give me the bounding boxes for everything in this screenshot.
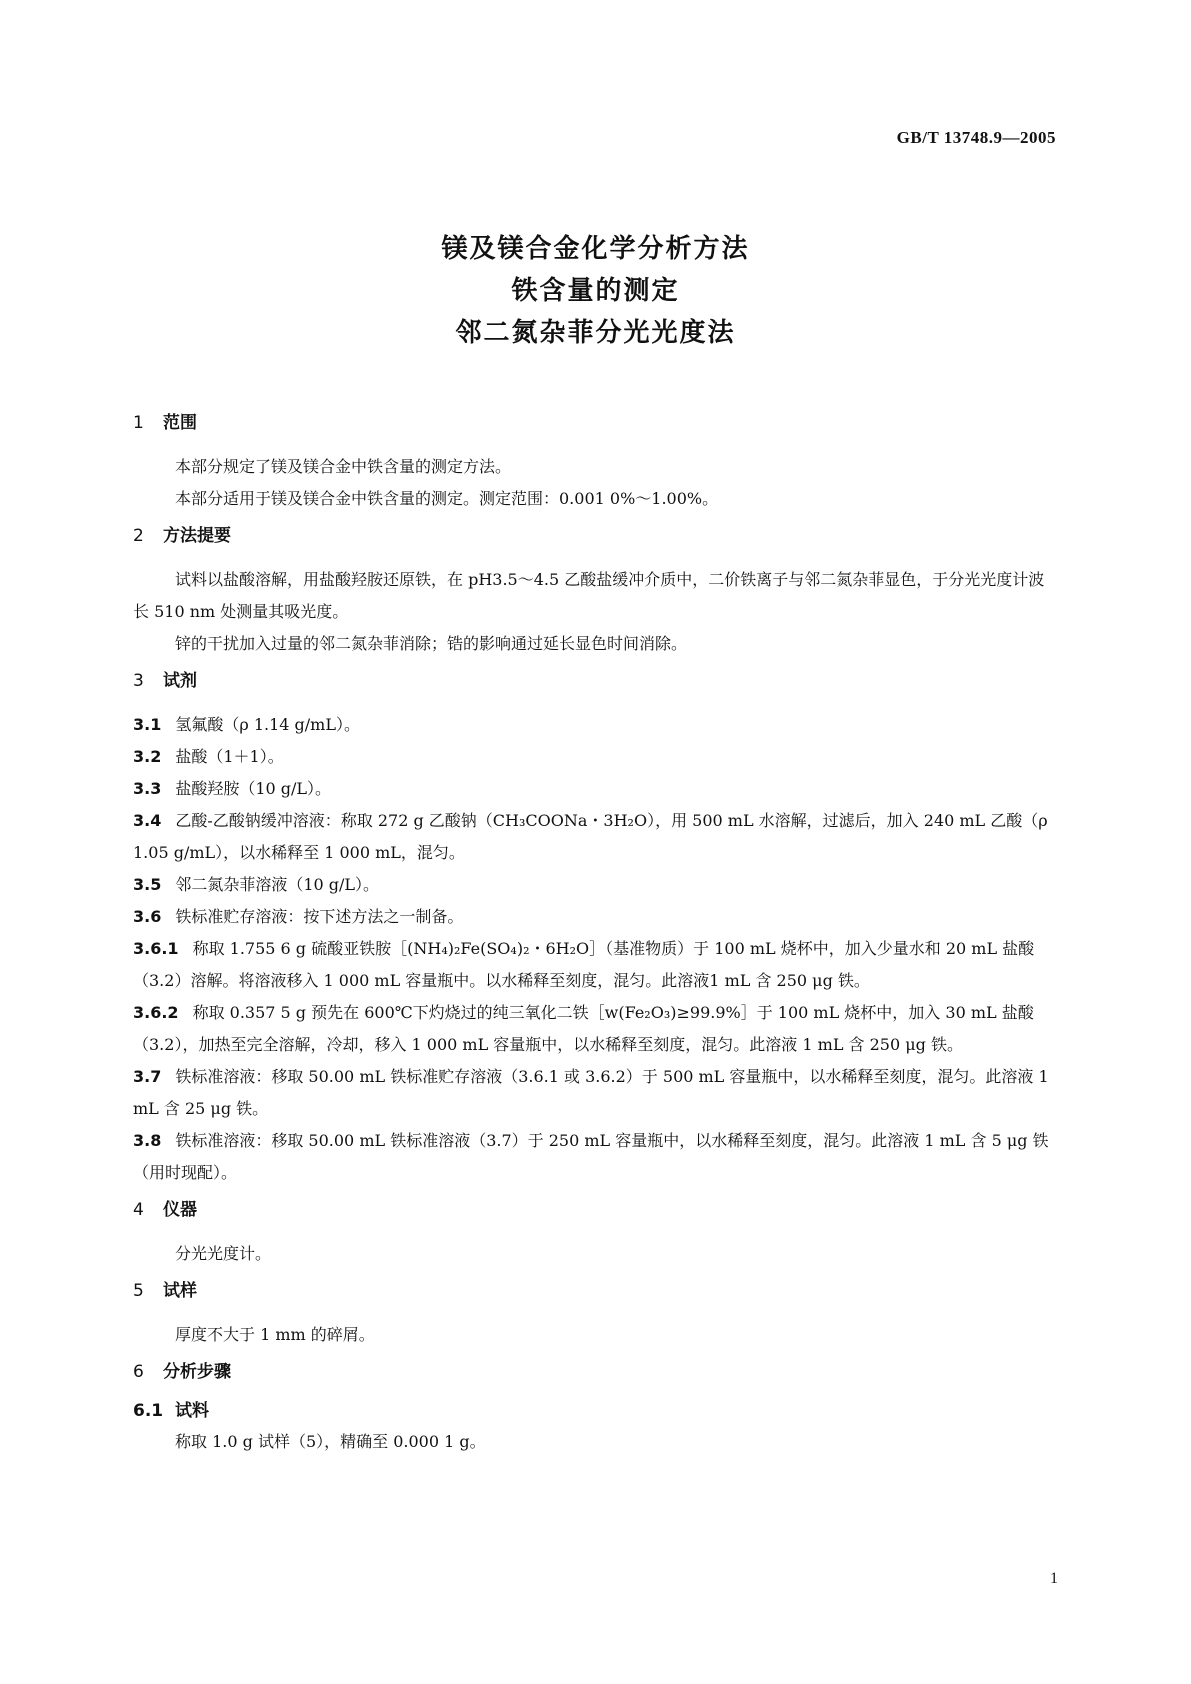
section-title: 仪器 bbox=[163, 1200, 197, 1220]
clause-text: 铁标准贮存溶液：按下述方法之一制备。 bbox=[175, 907, 464, 926]
clause-number: 3.5 bbox=[133, 875, 162, 894]
paragraph: 锌的干扰加入过量的邻二氮杂菲消除；锆的影响通过延长显色时间消除。 bbox=[175, 634, 688, 653]
clause-item bbox=[133, 933, 1059, 997]
subsection-title: 试料 bbox=[175, 1401, 209, 1421]
clause-text: 称取 0.357 5 g 预先在 600℃下灼烧过的纯三氧化二铁［w(Fe₂O₃)≥99.9%］于 100 mL 烧杯中，加入 30 mL 盐酸（3.2），加热至完全溶解，冷却，移入 1 000 mL 容量瓶中，以水稀释至刻度，混匀。此溶液 1 mL 含 250 μg 铁。 bbox=[133, 1003, 1034, 1054]
section-number: 6 bbox=[133, 1362, 144, 1382]
clause-item bbox=[133, 997, 1059, 1061]
clause-item bbox=[133, 901, 1059, 933]
document-body bbox=[133, 412, 1059, 1458]
section-number: 4 bbox=[133, 1200, 144, 1220]
clause-text: 氢氟酸（ρ 1.14 g/mL）。 bbox=[175, 715, 360, 734]
clause-number: 3.1 bbox=[133, 715, 162, 734]
paragraph: 称取 1.0 g 试样（5），精确至 0.000 1 g。 bbox=[175, 1432, 486, 1451]
clause-text: 盐酸羟胺（10 g/L）。 bbox=[175, 779, 332, 798]
paragraph: 厚度不大于 1 mm 的碎屑。 bbox=[175, 1325, 375, 1344]
standard-code: GB/T 13748.9—2005 bbox=[896, 128, 1056, 147]
paragraph: 本部分规定了镁及镁合金中铁含量的测定方法。 bbox=[175, 457, 512, 476]
section-title: 范围 bbox=[163, 413, 197, 433]
clause-text: 乙酸-乙酸钠缓冲溶液：称取 272 g 乙酸钠（CH₃COONa・3H₂O），用 500 mL 水溶解，过滤后，加入 240 mL 乙酸（ρ 1.05 g/mL），以水稀释至 1 000 mL，混匀。 bbox=[133, 811, 1048, 862]
clause-number: 3.4 bbox=[133, 811, 162, 830]
clause-item bbox=[133, 805, 1059, 869]
section-heading-reagents bbox=[133, 670, 1059, 692]
section-title: 分析步骤 bbox=[163, 1362, 231, 1382]
subsection-number: 6.1 bbox=[133, 1401, 164, 1421]
section-number: 2 bbox=[133, 526, 144, 546]
clause-number: 3.6.2 bbox=[133, 1003, 179, 1022]
page-number: 1 bbox=[1050, 1570, 1058, 1587]
paragraph: 分光光度计。 bbox=[175, 1244, 272, 1263]
clause-number: 3.6.1 bbox=[133, 939, 179, 958]
clause-text: 铁标准溶液：移取 50.00 mL 铁标准溶液（3.7）于 250 mL 容量瓶中，以水稀释至刻度，混匀。此溶液 1 mL 含 5 μg 铁（用时现配）。 bbox=[133, 1131, 1049, 1182]
document-title bbox=[0, 228, 1191, 354]
clause-number: 3.3 bbox=[133, 779, 162, 798]
clause-text: 盐酸（1＋1）。 bbox=[175, 747, 284, 766]
clause-text: 称取 1.755 6 g 硫酸亚铁胺［(NH₄)₂Fe(SO₄)₂・6H₂O］（基准物质）于 100 mL 烧杯中，加入少量水和 20 mL 盐酸（3.2）溶解。将溶液移入 1 000 mL 容量瓶中。以水稀释至刻度，混匀。此溶液1 mL 含 250 μg 铁。 bbox=[133, 939, 1035, 990]
subsection-heading-test-portion bbox=[133, 1400, 1059, 1422]
section-heading-sample bbox=[133, 1280, 1059, 1302]
section-heading-procedure bbox=[133, 1361, 1059, 1383]
title-line-1: 镁及镁合金化学分析方法 bbox=[441, 234, 750, 264]
section-number: 1 bbox=[133, 413, 144, 433]
title-line-2: 铁含量的测定 bbox=[511, 276, 680, 306]
section-number: 3 bbox=[133, 671, 144, 691]
clause-item bbox=[133, 773, 1059, 805]
section-title: 方法提要 bbox=[163, 526, 231, 546]
clause-item bbox=[133, 1061, 1059, 1125]
clause-text: 铁标准溶液：移取 50.00 mL 铁标准贮存溶液（3.6.1 或 3.6.2）于 500 mL 容量瓶中，以水稀释至刻度，混匀。此溶液 1 mL 含 25 μg 铁。 bbox=[133, 1067, 1049, 1118]
section-title: 试样 bbox=[163, 1281, 197, 1301]
clause-item bbox=[133, 741, 1059, 773]
clause-item bbox=[133, 869, 1059, 901]
clause-item bbox=[133, 1125, 1059, 1189]
clause-text: 邻二氮杂菲溶液（10 g/L）。 bbox=[175, 875, 380, 894]
section-heading-apparatus bbox=[133, 1199, 1059, 1221]
clause-number: 3.2 bbox=[133, 747, 162, 766]
title-line-3: 邻二氮杂菲分光光度法 bbox=[455, 318, 736, 348]
clause-number: 3.8 bbox=[133, 1131, 162, 1150]
section-heading-scope bbox=[133, 412, 1059, 434]
section-heading-principle bbox=[133, 525, 1059, 547]
section-number: 5 bbox=[133, 1281, 144, 1301]
paragraph: 本部分适用于镁及镁合金中铁含量的测定。测定范围：0.001 0%～1.00%。 bbox=[175, 489, 719, 508]
clause-number: 3.7 bbox=[133, 1067, 162, 1086]
clause-number: 3.6 bbox=[133, 907, 162, 926]
section-title: 试剂 bbox=[163, 671, 197, 691]
clause-item bbox=[133, 709, 1059, 741]
paragraph: 试料以盐酸溶解，用盐酸羟胺还原铁，在 pH3.5～4.5 乙酸盐缓冲介质中，二价铁离子与邻二氮杂菲显色，于分光光度计波长 510 nm 处测量其吸光度。 bbox=[133, 570, 1045, 621]
